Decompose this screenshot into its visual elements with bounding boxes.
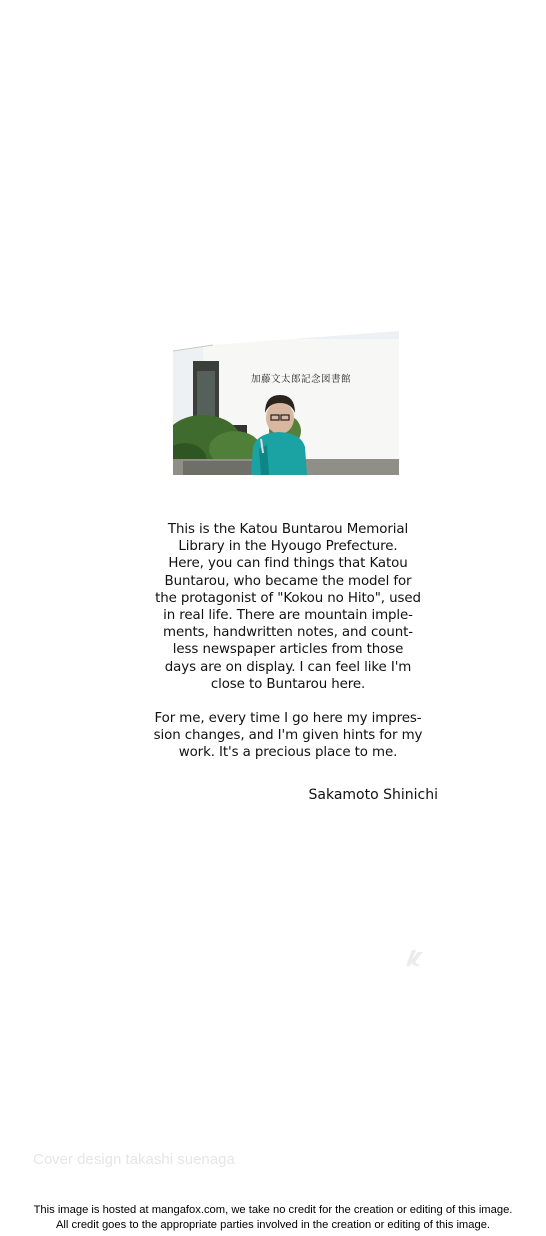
library-sign-text: 加藤文太郎記念図書館 [251, 374, 352, 385]
caption-paragraph-1 [122, 521, 454, 693]
caption-line: sion changes, and I'm given hints for my [153, 728, 423, 744]
faint-logo-mark [402, 944, 428, 968]
caption-line: days are on display. I can feel like I'm [164, 659, 412, 675]
caption-line: ments, handwritten notes, and count- [163, 625, 413, 641]
caption-line: Buntarou, who became the model for [164, 573, 412, 589]
caption-line: close to Buntarou here. [210, 676, 366, 692]
caption-line: in real life. There are mountain imple- [163, 608, 413, 624]
hosting-notice-line-1: This image is hosted at mangafox.com, we take no credit for the creation or editing of this image. [33, 1204, 513, 1216]
caption-line: For me, every time I go here my impres- [154, 711, 422, 727]
caption-text [122, 521, 454, 762]
caption-line: Here, you can find things that Katou [168, 556, 408, 572]
caption-line: less newspaper articles from those [172, 642, 404, 658]
library-photo-image [173, 321, 399, 475]
hosting-notice [0, 1203, 546, 1233]
caption-line: Library in the Hyougo Prefecture. [178, 539, 398, 555]
cover-design-credit: Cover design takashi suenaga [33, 1151, 235, 1168]
caption-paragraph-2 [122, 710, 454, 762]
author-signature: Sakamoto Shinichi [308, 787, 438, 803]
caption-line: the protagonist of "Kokou no Hito", used [155, 590, 421, 606]
caption-line: work. It's a precious place to me. [178, 745, 398, 761]
library-photo [173, 321, 399, 475]
hosting-notice-line-2: All credit goes to the appropriate parties involved in the creation or editing of this image. [55, 1219, 491, 1231]
caption-line: This is the Katou Buntarou Memorial [167, 522, 409, 537]
